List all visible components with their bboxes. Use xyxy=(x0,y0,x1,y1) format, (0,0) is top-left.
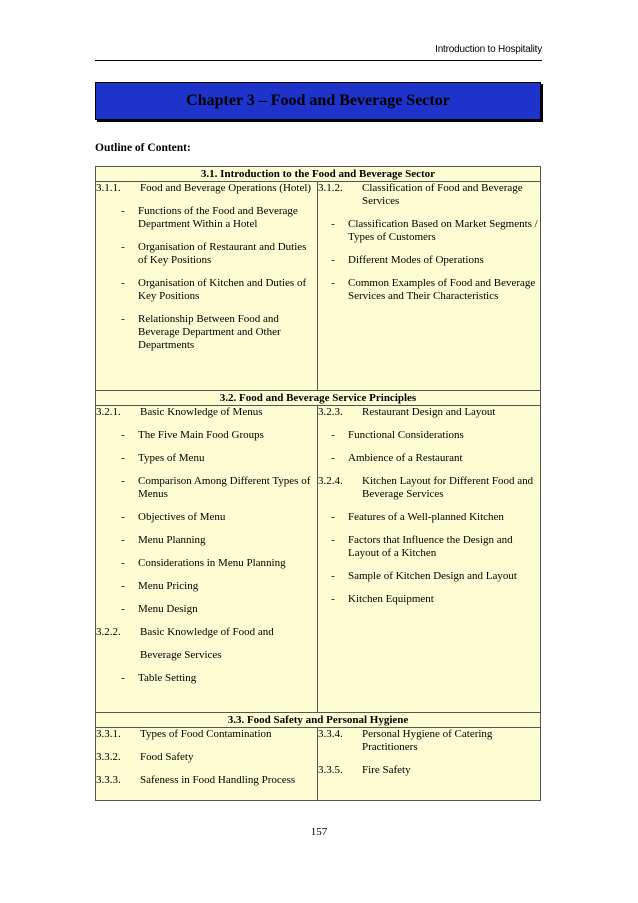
topic-item xyxy=(96,649,317,662)
topic-number: 3.3.3. xyxy=(96,774,121,786)
bullet-dash: - xyxy=(121,603,125,615)
subtopic-item xyxy=(318,277,540,303)
topic-title: Food Safety xyxy=(140,751,194,763)
bullet-dash: - xyxy=(121,313,125,325)
subtopic-item xyxy=(96,313,317,352)
subtopic-item xyxy=(96,429,317,442)
subtopic-title: Functional Considerations xyxy=(348,429,464,441)
topic-title: Restaurant Design and Layout xyxy=(362,406,496,418)
topic-item xyxy=(318,406,540,419)
subtopic-item xyxy=(96,475,317,501)
right-column xyxy=(318,182,541,391)
bullet-dash: - xyxy=(121,672,125,684)
bullet-dash: - xyxy=(331,277,335,289)
subtopic-item xyxy=(96,672,317,685)
page-number: 157 xyxy=(310,826,328,838)
right-column xyxy=(318,406,541,713)
bullet-dash: - xyxy=(121,452,125,464)
topic-number xyxy=(96,649,140,662)
subtopic-title: Common Examples of Food and Beverage Services and Their Characteristics xyxy=(348,277,536,302)
topic-title: Kitchen Layout for Different Food and Beverage Services xyxy=(362,475,534,500)
bullet-dash: - xyxy=(121,557,125,569)
bullet-dash: - xyxy=(121,580,125,592)
subtopic-title: Sample of Kitchen Design and Layout xyxy=(348,570,517,582)
subtopic-title: Menu Design xyxy=(138,603,198,615)
bullet-dash: - xyxy=(121,429,125,441)
subtopic-title: Kitchen Equipment xyxy=(348,593,434,605)
topic-title: Personal Hygiene of Catering Practitioners xyxy=(362,728,493,753)
subtopic-item xyxy=(96,534,317,547)
bullet-dash: - xyxy=(331,511,335,523)
topic-number: 3.2.3. xyxy=(318,406,343,418)
subtopic-title: Functions of the Food and Beverage Department Within a Hotel xyxy=(138,205,298,230)
subtopic-item xyxy=(96,205,317,231)
outline-table xyxy=(95,166,541,801)
subtopic-item xyxy=(96,580,317,593)
bullet-dash: - xyxy=(331,254,335,266)
subtopic-title: Different Modes of Operations xyxy=(348,254,484,266)
subtopic-title: Factors that Influence the Design and Layout of a Kitchen xyxy=(348,534,513,559)
bullet-dash: - xyxy=(331,534,335,546)
subtopic-title: Organisation of Restaurant and Duties of Key Positions xyxy=(138,241,307,266)
bullet-dash: - xyxy=(331,429,335,441)
subtopic-title: Types of Menu xyxy=(138,452,205,464)
chapter-title: Chapter 3 – Food and Beverage Sector xyxy=(186,92,450,109)
bullet-dash: - xyxy=(331,218,335,230)
subtopic-item xyxy=(318,511,540,524)
subtopic-title: Ambience of a Restaurant xyxy=(348,452,463,464)
topic-title: Fire Safety xyxy=(362,764,411,776)
topic-item xyxy=(318,764,540,777)
topic-item xyxy=(96,774,317,787)
topic-title: Basic Knowledge of Food and xyxy=(140,626,274,638)
subtopic-title: Features of a Well-planned Kitchen xyxy=(348,511,504,523)
topic-item xyxy=(96,182,317,195)
left-column xyxy=(96,406,318,713)
topic-number: 3.3.5. xyxy=(318,764,343,776)
topic-number: 3.2.2. xyxy=(96,626,121,638)
subtopic-item xyxy=(96,452,317,465)
left-column xyxy=(96,182,318,391)
outline-label: Outline of Content: xyxy=(95,142,191,154)
subtopic-item xyxy=(96,557,317,570)
bullet-dash: - xyxy=(121,511,125,523)
subtopic-title: Relationship Between Food and Beverage Department and Other Departments xyxy=(138,313,281,351)
topic-number: 3.3.1. xyxy=(96,728,121,740)
left-column xyxy=(96,728,318,801)
section-heading: 3.1. Introduction to the Food and Beverage Sector xyxy=(96,167,541,182)
subtopic-title: Menu Planning xyxy=(138,534,206,546)
topic-item xyxy=(96,406,317,419)
topic-title: Types of Food Contamination xyxy=(140,728,272,740)
topic-number: 3.1.1. xyxy=(96,182,121,194)
topic-title: Beverage Services xyxy=(140,649,222,661)
subtopic-title: Comparison Among Different Types of Menus xyxy=(138,475,311,500)
bullet-dash: - xyxy=(121,475,125,487)
subtopic-title: Objectives of Menu xyxy=(138,511,226,523)
topic-title: Food and Beverage Operations (Hotel) xyxy=(140,182,312,194)
topic-item xyxy=(96,626,317,639)
running-header: Introduction to Hospitality xyxy=(435,44,542,55)
bullet-dash: - xyxy=(121,205,125,217)
topic-title: Classification of Food and Beverage Services xyxy=(362,182,523,207)
topic-number: 3.2.4. xyxy=(318,475,343,487)
bullet-dash: - xyxy=(331,593,335,605)
topic-item xyxy=(318,182,540,208)
subtopic-item xyxy=(318,452,540,465)
subtopic-title: Organisation of Kitchen and Duties of Key Positions xyxy=(138,277,307,302)
topic-number: 3.2.1. xyxy=(96,406,121,418)
topic-item xyxy=(318,728,540,754)
bullet-dash: - xyxy=(121,534,125,546)
subtopic-item xyxy=(96,277,317,303)
topic-title: Basic Knowledge of Menus xyxy=(140,406,263,418)
subtopic-item xyxy=(318,218,540,244)
subtopic-title: Considerations in Menu Planning xyxy=(138,557,286,569)
topic-item xyxy=(96,728,317,741)
topic-number: 3.1.2. xyxy=(318,182,343,194)
bullet-dash: - xyxy=(121,241,125,253)
subtopic-item xyxy=(96,241,317,267)
section-heading: 3.2. Food and Beverage Service Principles xyxy=(96,391,541,406)
topic-item xyxy=(318,475,540,501)
subtopic-item xyxy=(96,603,317,616)
subtopic-item xyxy=(318,429,540,442)
subtopic-title: Menu Pricing xyxy=(138,580,199,592)
subtopic-title: Classification Based on Market Segments / Types of Customers xyxy=(348,218,538,243)
bullet-dash: - xyxy=(121,277,125,289)
topic-title: Safeness in Food Handling Process xyxy=(140,774,296,786)
header-rule xyxy=(95,60,542,61)
subtopic-title: The Five Main Food Groups xyxy=(138,429,264,441)
subtopic-item xyxy=(318,534,540,560)
chapter-banner xyxy=(95,82,541,120)
topic-item xyxy=(96,751,317,764)
subtopic-item xyxy=(96,511,317,524)
bullet-dash: - xyxy=(331,452,335,464)
subtopic-item xyxy=(318,593,540,606)
subtopic-item xyxy=(318,570,540,583)
subtopic-item xyxy=(318,254,540,267)
topic-number: 3.3.4. xyxy=(318,728,343,740)
section-heading: 3.3. Food Safety and Personal Hygiene xyxy=(96,713,541,728)
topic-number: 3.3.2. xyxy=(96,751,121,763)
right-column xyxy=(318,728,541,801)
bullet-dash: - xyxy=(331,570,335,582)
subtopic-title: Table Setting xyxy=(138,672,197,684)
